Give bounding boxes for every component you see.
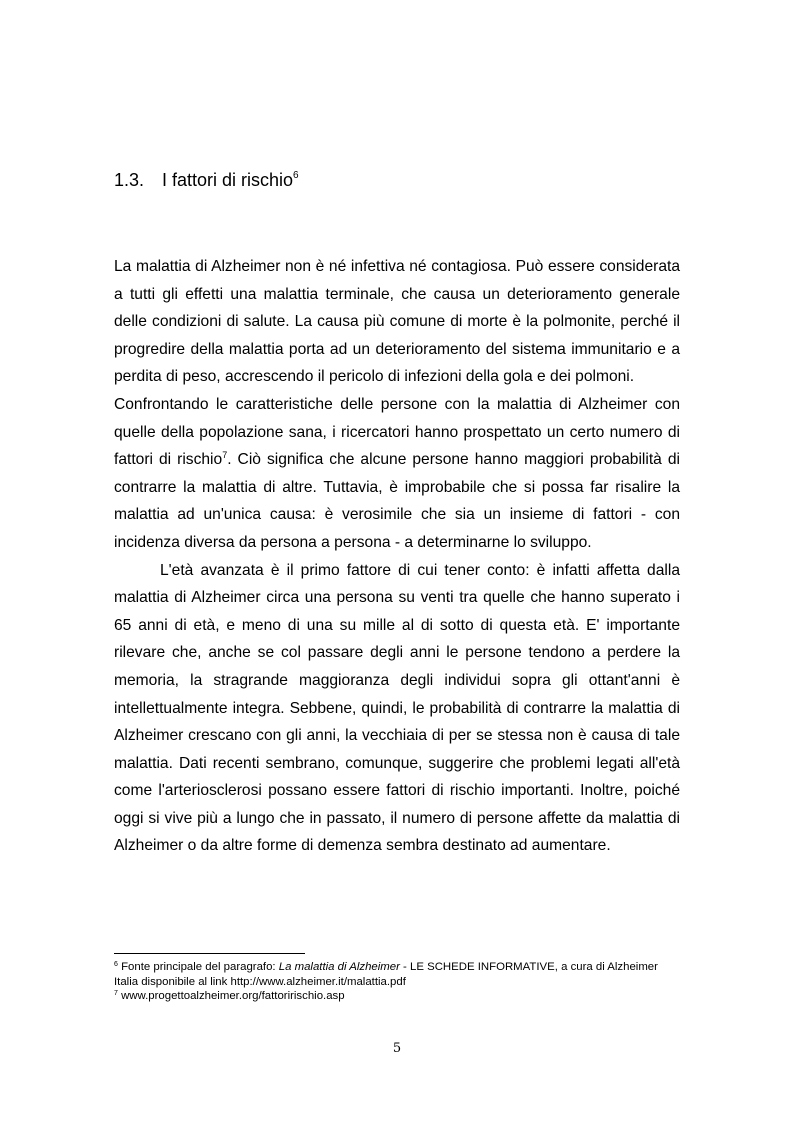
footnote-ref-6[interactable]: 6: [293, 170, 299, 181]
section-number: 1.3.: [114, 170, 145, 190]
footnote-link[interactable]: www.progettoalzheimer.org/fattoririschio.asp: [117, 990, 345, 1002]
footnote-divider: [114, 953, 305, 954]
footnote-7: [114, 989, 680, 1004]
body-text: [114, 253, 680, 860]
footnote-source-title: La malattia di Alzheimer: [278, 961, 400, 973]
paragraph-2-text-b: . Ciò significa che alcune persone hanno maggiori probabilità di contrarre la malattia di altre. Tuttavia, è improbabile che si possa far risalire la malattia ad un'unica causa: è verosimile che sia un insieme di fattori - con incidenza diversa da persona a persona - a determinarne lo sviluppo.: [114, 451, 680, 551]
footnotes: [114, 960, 680, 1004]
footnote-text: - LE SCHEDE INFORMATIVE, a cura di Alzheimer Italia disponibile al link http://www.alzheimer.it/malattia.pdf: [114, 961, 658, 988]
paragraph-2-text-a: Confrontando le caratteristiche delle persone con la malattia di Alzheimer con quelle della popolazione sana, i ricercatori hanno prospettato un certo numero di fattori di rischio: [114, 395, 680, 469]
paragraph-2: [114, 391, 680, 557]
footnote-marker: 7: [114, 990, 118, 997]
footnote-marker: 6: [114, 961, 118, 968]
footnote-text: Fonte principale del paragrafo:: [117, 961, 279, 973]
footnote-ref-7[interactable]: 7: [222, 450, 228, 461]
page-number: 5: [392, 1041, 402, 1056]
section-title: I fattori di rischio: [162, 170, 294, 190]
paragraph-1: La malattia di Alzheimer non è né infettiva né contagiosa. Può essere considerata a tutti gli effetti una malattia terminale, che causa un deterioramento generale delle condizioni di salute. La causa più comune di morte è la polmonite, perché il progredire della malattia porta ad un deterioramento del sistema immunitario e a perdita di peso, accrescendo il pericolo di infezioni della gola e dei polmoni.: [114, 258, 680, 386]
section-heading: [114, 168, 299, 192]
paragraph-3: L'età avanzata è il primo fattore di cui tener conto: è infatti affetta dalla malattia di Alzheimer circa una persona su venti tra quelle che hanno superato i 65 anni di età, e meno di una su mille al di sotto di questa età. E' importante rilevare che, anche se col passare degli anni le persone tendono a perdere la memoria, la stragrande maggioranza degli individui sopra gli ottant'anni è intellettualmente integra. Sebbene, quindi, le probabilità di contrarre la malattia di Alzheimer crescano con gli anni, la vecchiaia di per se stessa non è causa di tale malattia. Dati recenti sembrano, comunque, suggerire che problemi legati all'età come l'arteriosclerosi possano essere fattori di rischio importanti. Inoltre, poiché oggi si vive più a lungo che in passato, il numero di persone affette da malattia di Alzheimer o da altre forme di demenza sembra destinato ad aumentare.: [114, 561, 680, 855]
footnote-6: [114, 960, 680, 989]
